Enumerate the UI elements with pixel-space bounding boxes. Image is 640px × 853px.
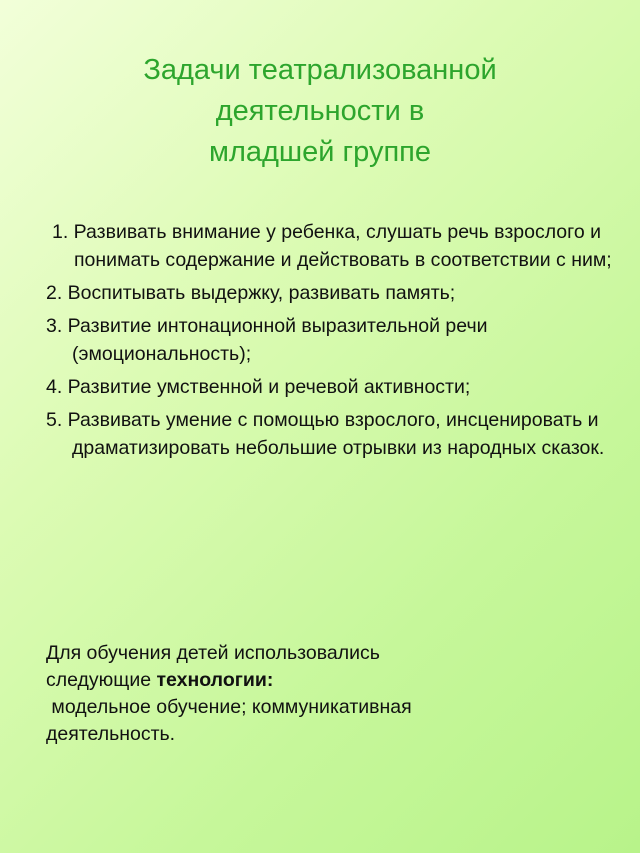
slide-title xyxy=(0,50,640,173)
footer-line-4: деятельность. xyxy=(46,723,176,745)
footer-line-3: модельное обучение; коммуникативная xyxy=(46,696,412,718)
title-line-2: деятельности в xyxy=(215,95,425,127)
footer-line-1: Для обучения детей использовались xyxy=(46,642,380,664)
footer-line-2-prefix: следующие xyxy=(46,669,157,691)
task-item-1: 1. Развивать внимание у ребенка, слушать речь взрослого и понимать содержание и действовать в соответствии с ним; xyxy=(52,221,612,271)
task-item-4: 4. Развитие умственной и речевой активности; xyxy=(46,376,471,398)
technologies-label: технологии: xyxy=(156,669,274,691)
footer-line-2 xyxy=(46,667,586,694)
technologies-paragraph xyxy=(46,640,586,748)
title-line-3: младшей группе xyxy=(209,136,431,168)
task-item-3: 3. Развитие интонационной выразительной речи (эмоциональность); xyxy=(46,315,488,365)
title-line-1: Задачи театрализованной xyxy=(143,54,497,86)
task-item-2: 2. Воспитывать выдержку, развивать память; xyxy=(46,282,456,304)
task-list xyxy=(46,218,616,467)
task-item-5: 5. Развивать умение с помощью взрослого, инсценировать и драматизировать небольшие отрывки из народных сказок. xyxy=(46,409,605,459)
